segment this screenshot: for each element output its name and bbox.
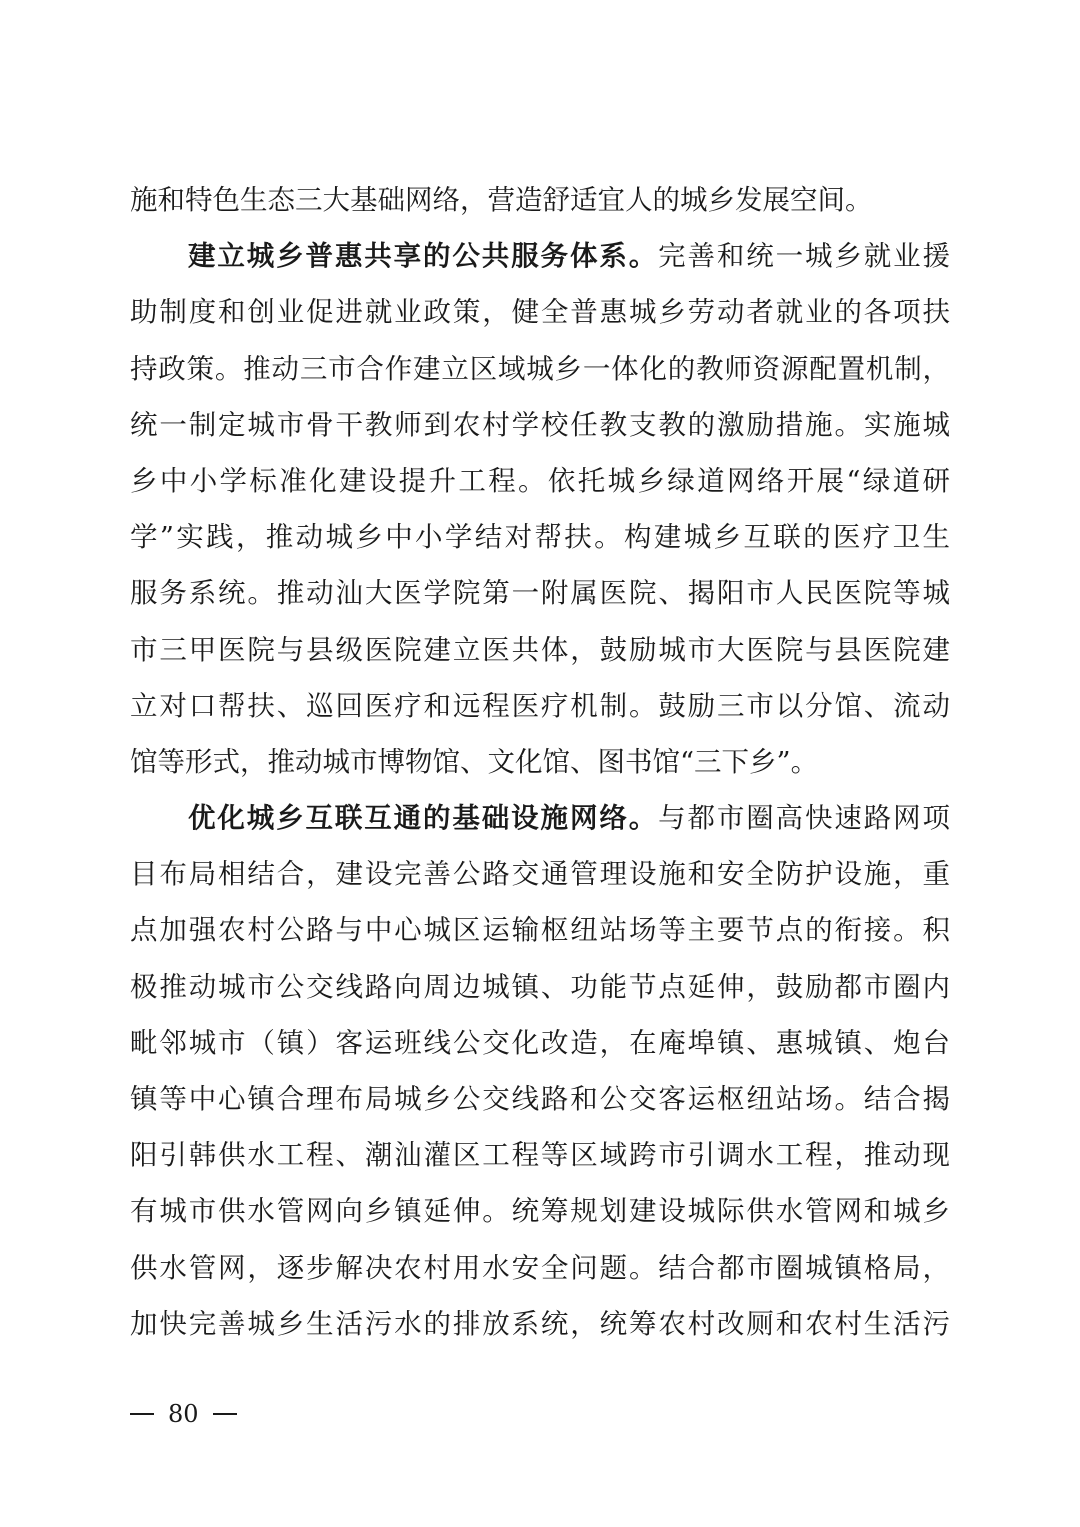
line-text: 统一制定城市骨干教师到农村学校任教支教的激励措施。实施城	[130, 408, 950, 441]
text-line	[130, 1183, 950, 1239]
page-body	[130, 172, 950, 1352]
line-text: 点加强农村公路与中心城区运输枢纽站场等主要节点的衔接。积	[130, 914, 950, 947]
text-line	[130, 959, 950, 1015]
line-text: 学”实践，推动城乡中小学结对帮扶。构建城乡互联的医疗卫生	[130, 521, 950, 554]
line-text: 极推动城市公交线路向周边城镇、功能节点延伸，鼓励都市圈内	[130, 970, 950, 1003]
line-text: 助制度和创业促进就业政策，健全普惠城乡劳动者就业的各项扶	[130, 296, 950, 329]
paragraph	[130, 172, 950, 228]
text-line	[130, 1296, 950, 1352]
text-line	[130, 172, 950, 228]
page-footer	[130, 1400, 237, 1428]
text-line	[130, 678, 950, 734]
text-line	[130, 846, 950, 902]
line-text: 目布局相结合，建设完善公路交通管理设施和安全防护设施，重	[130, 858, 950, 891]
line-text: 持政策。推动三市合作建立区域城乡一体化的教师资源配置机制，	[130, 352, 950, 385]
line-text: 与都市圈高快速路网项	[658, 802, 950, 835]
paragraph	[130, 790, 950, 1352]
text-line	[130, 228, 950, 284]
line-text: 馆等形式，推动城市博物馆、文化馆、图书馆“三下乡”。	[130, 745, 819, 778]
text-line	[130, 1071, 950, 1127]
text-line	[130, 1127, 950, 1183]
text-line	[130, 509, 950, 565]
text-line	[130, 734, 950, 790]
page-number: 80	[168, 1400, 199, 1428]
line-text: 服务系统。推动汕大医学院第一附属医院、揭阳市人民医院等城	[130, 577, 950, 610]
line-text: 阳引韩供水工程、潮汕灌区工程等区域跨市引调水工程，推动现	[130, 1139, 950, 1172]
line-text: 供水管网，逐步解决农村用水安全问题。结合都市圈城镇格局，	[130, 1251, 950, 1284]
line-text: 毗邻城市（镇）客运班线公交化改造，在庵埠镇、惠城镇、炮台	[130, 1026, 950, 1059]
line-text: 完善和统一城乡就业援	[658, 240, 950, 273]
line-text: 镇等中心镇合理布局城乡公交线路和公交客运枢纽站场。结合揭	[130, 1083, 950, 1115]
paragraph	[130, 228, 950, 790]
line-text: 市三甲医院与县级医院建立医共体，鼓励城市大医院与县医院建	[130, 633, 950, 666]
dash-right	[213, 1413, 237, 1415]
text-line	[130, 565, 950, 621]
text-line	[130, 1015, 950, 1071]
line-text: 加快完善城乡生活污水的排放系统，统筹农村改厕和农村生活污	[130, 1307, 950, 1340]
paragraph-lead-heading: 建立城乡普惠共享的公共服务体系。	[188, 240, 659, 273]
line-text: 立对口帮扶、巡回医疗和远程医疗机制。鼓励三市以分馆、流动	[130, 689, 950, 722]
line-text: 施和特色生态三大基础网络，营造舒适宜人的城乡发展空间。	[130, 184, 873, 216]
text-line	[130, 902, 950, 958]
text-line	[130, 790, 950, 846]
line-text: 乡中小学标准化建设提升工程。依托城乡绿道网络开展“绿道研	[130, 464, 950, 497]
text-line	[130, 397, 950, 453]
text-line	[130, 1240, 950, 1296]
text-line	[130, 622, 950, 678]
paragraph-lead-heading: 优化城乡互联互通的基础设施网络。	[188, 802, 659, 835]
dash-left	[130, 1413, 154, 1415]
text-line	[130, 341, 950, 397]
line-text: 有城市供水管网向乡镇延伸。统筹规划建设城际供水管网和城乡	[130, 1195, 950, 1228]
text-line	[130, 453, 950, 509]
text-line	[130, 284, 950, 340]
